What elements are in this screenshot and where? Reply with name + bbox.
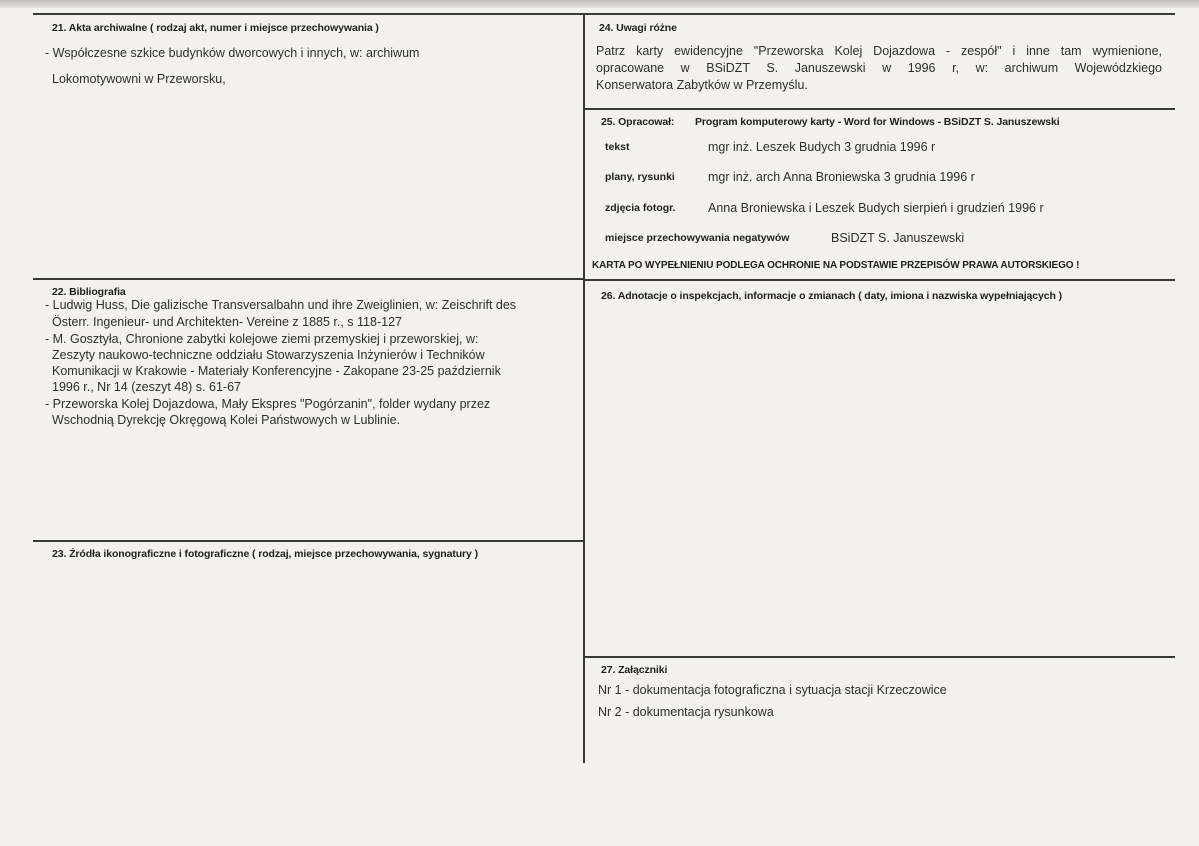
top-border <box>33 13 1175 15</box>
bibliography-line-8: Wschodnią Dyrekcję Okręgową Kolei Państwowych w Lublinie. <box>52 413 401 427</box>
section-26-title: 26. Adnotacje o inspekcjach, informacje o zmianach ( daty, imiona i nazwiska wypełniających ) <box>601 290 1063 302</box>
section-21-line-2: Lokomotywowni w Przeworsku, <box>52 72 226 86</box>
section-25-title: 25. Opracował: <box>601 116 675 128</box>
column-divider <box>583 13 585 763</box>
section-24-title: 24. Uwagi różne <box>599 22 677 34</box>
divider-22-23 <box>33 540 584 542</box>
bibliography-line-5: Komunikacji w Krakowie - Materiały Konferencyjne - Zakopane 23-25 październik <box>52 364 501 378</box>
prepared-label-photos: zdjęcia fotogr. <box>605 202 676 214</box>
section-25-program: Program komputerowy karty - Word for Windows - BSiDZT S. Januszewski <box>695 116 1060 128</box>
prepared-label-negatives: miejsce przechowywania negatywów <box>605 232 790 244</box>
prepared-value-drawings: mgr inż. arch Anna Broniewska 3 grudnia 1996 r <box>708 170 975 184</box>
prepared-value-negatives: BSiDZT S. Januszewski <box>831 231 965 245</box>
attachment-item-1: Nr 1 - dokumentacja fotograficzna i sytuacja stacji Krzeczowice <box>598 683 947 697</box>
bibliography-line-6: 1996 r., Nr 14 (zeszyt 48) s. 61-67 <box>52 380 241 394</box>
divider-24-25 <box>584 108 1175 110</box>
prepared-value-photos: Anna Broniewska i Leszek Budych sierpień i grudzień 1996 r <box>708 201 1044 215</box>
section-24-line-1: Patrz karty ewidencyjne "Przeworska Kolej Dojazdowa - zespół" i inne tam wymienione, <box>596 44 1162 58</box>
section-23-title: 23. Źródła ikonograficzne i fotograficzne ( rodzaj, miejsce przechowywania, sygnatury ) <box>52 548 478 560</box>
section-24-line-3: Konserwatora Zabytków w Przemyślu. <box>596 78 808 92</box>
divider-25-26 <box>584 279 1175 281</box>
section-27-title: 27. Załączniki <box>601 664 668 676</box>
bibliography-line-4: Zeszyty naukowo-techniczne oddziału Stowarzyszenia Inżynierów i Techników <box>52 348 485 362</box>
section-21-title: 21. Akta archiwalne ( rodzaj akt, numer i miejsce przechowywania ) <box>52 22 379 34</box>
section-24-line-2: opracowane w BSiDZT S. Januszewski w 1996 r, w: archiwum Wojewódzkiego <box>596 61 1162 75</box>
bibliography-line-2: Österr. Ingenieur- und Architekten- Vereine z 1885 r., s 118-127 <box>52 315 402 329</box>
section-22-title: 22. Bibliografia <box>52 286 126 298</box>
copyright-notice: KARTA PO WYPEŁNIENIU PODLEGA OCHRONIE NA PODSTAWIE PRZEPISÓW PRAWA AUTORSKIEGO ! <box>592 260 1080 271</box>
bibliography-line-7: - Przeworska Kolej Dojazdowa, Mały Ekspres "Pogórzanin", folder wydany przez <box>45 397 491 411</box>
prepared-label-text: tekst <box>605 141 630 153</box>
prepared-value-text: mgr inż. Leszek Budych 3 grudnia 1996 r <box>708 140 936 154</box>
scan-edge <box>0 0 1199 8</box>
section-21-line-1: - Współczesne szkice budynków dworcowych i innych, w: archiwum <box>45 46 420 60</box>
attachment-item-2: Nr 2 - dokumentacja rysunkowa <box>598 705 774 719</box>
bibliography-line-3: - M. Gosztyła, Chronione zabytki kolejowe ziemi przemyskiej i przeworskiej, w: <box>45 332 479 346</box>
bibliography-line-1: - Ludwig Huss, Die galizische Transversalbahn und ihre Zweiglinien, w: Zeischrift des <box>45 298 517 312</box>
divider-21-22 <box>33 278 584 280</box>
prepared-label-drawings: plany, rysunki <box>605 171 675 183</box>
divider-26-27 <box>584 656 1175 658</box>
